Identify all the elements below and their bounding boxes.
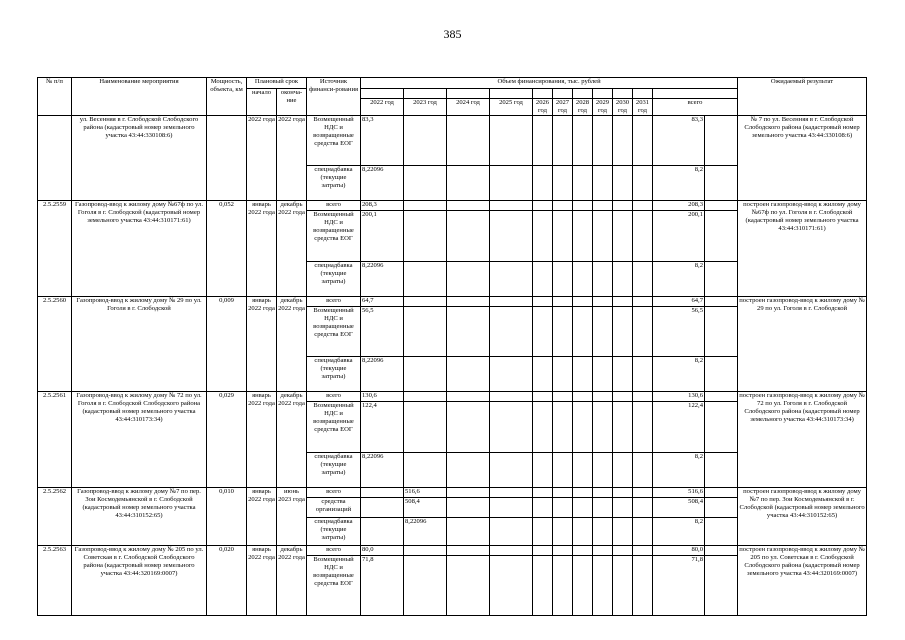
col-header-2028: 2028 год	[573, 99, 593, 116]
row-start: январь 2022 года	[247, 546, 277, 616]
source-label: спецнадбавка (текущие затраты)	[307, 518, 361, 546]
source-label: Возмещенный НДС и возвращенные средства ЕОГ	[307, 556, 361, 616]
row-end: декабрь 2022 года	[277, 201, 307, 297]
row-num: 2.5.2560	[38, 297, 72, 392]
value-2023	[404, 211, 447, 262]
row-end: июнь 2023 года	[277, 488, 307, 546]
col-header-result: Ожидаемый результат	[738, 78, 867, 116]
row-num: 2.5.2562	[38, 488, 72, 546]
value-total: 130,6	[653, 392, 705, 402]
page-number: 385	[443, 27, 462, 41]
value-2022: 200,1	[361, 211, 404, 262]
row-power	[207, 116, 247, 201]
row-power: 0,020	[207, 546, 247, 616]
row-name: Газопровод-ввод к жилому дому № 72 по ул. Гоголя в г. Слободской Слободского района (кадастровый номер земельного участка 43:44:310173:34)	[72, 392, 207, 488]
value-total: 200,1	[653, 211, 705, 262]
value-2023: 8,22096	[404, 518, 447, 546]
value-total: 122,4	[653, 402, 705, 453]
col-header-source: Источник финанси-рования	[307, 78, 361, 116]
source-label: всего	[307, 488, 361, 498]
table-row	[38, 116, 867, 166]
value-2023	[404, 556, 447, 616]
col-header-term: Плановый срок	[247, 78, 307, 89]
year-2023-top	[404, 89, 447, 99]
financing-table	[37, 77, 867, 616]
col-header-name: Наименование мероприятия	[72, 78, 207, 116]
year-total-top	[653, 89, 738, 99]
row-result: № 7 по ул. Весенняя в г. Слободской Слободского района (кадастровый номер земельного участка 43:44:330108:6)	[738, 116, 867, 201]
source-label: спецнадбавка (текущие затраты)	[307, 166, 361, 201]
value-2022	[361, 498, 404, 518]
source-label: всего	[307, 201, 361, 211]
row-power: 0,052	[207, 201, 247, 297]
source-label: средства организаций	[307, 498, 361, 518]
row-num: 2.5.2563	[38, 546, 72, 616]
row-end: декабрь 2022 года	[277, 297, 307, 392]
table-row	[38, 201, 867, 211]
source-label: всего	[307, 546, 361, 556]
value-2023: 516,6	[404, 488, 447, 498]
year-2028-top	[573, 89, 593, 99]
value-2023	[404, 402, 447, 453]
source-label: спецнадбавка (текущие затраты)	[307, 262, 361, 297]
value-2022: 56,5	[361, 307, 404, 357]
value-total: 71,8	[653, 556, 705, 616]
row-start: январь 2022 года	[247, 488, 277, 546]
value-total: 80,0	[653, 546, 705, 556]
value-total: 83,3	[653, 116, 705, 166]
value-2023	[404, 546, 447, 556]
col-header-total: всего	[653, 99, 738, 116]
table-row	[38, 546, 867, 556]
value-2022: 130,6	[361, 392, 404, 402]
value-2022: 208,3	[361, 201, 404, 211]
row-start: 2022 года	[247, 116, 277, 201]
value-2022: 64,7	[361, 297, 404, 307]
col-header-num: № п/п	[38, 78, 72, 116]
row-result: построен газопровод-ввод к жилому дому № 205 по ул. Советская в г. Слободской Слободского района (кадастровый номер земельного участка 43:44:320169:0007)	[738, 546, 867, 616]
value-2022	[361, 518, 404, 546]
col-header-2026: 2026 год	[533, 99, 553, 116]
value-2023	[404, 166, 447, 201]
source-label: Возмещенный НДС и возвращенные средства ЕОГ	[307, 116, 361, 166]
value-2022: 8,22096	[361, 262, 404, 297]
year-2026-top	[533, 89, 553, 99]
row-num	[38, 116, 72, 201]
row-result: построен газопровод-ввод к жилому дому №7 по пер. Зои Космодемьянской в г. Слободской (кадастровый номер земельного участка 43:44:310152:65)	[738, 488, 867, 546]
value-2022: 71,8	[361, 556, 404, 616]
col-header-end: оконча-ние	[277, 89, 307, 116]
row-power: 0,009	[207, 297, 247, 392]
value-total: 8,2	[653, 518, 705, 546]
row-name: ул. Весенняя в г. Слободской Слободского района (кадастровый номер земельного участка 43:44:330108:6)	[72, 116, 207, 201]
row-result: построен газопровод-ввод к жилому дому № 29 по ул. Гоголя в г. Слободской	[738, 297, 867, 392]
row-result: построен газопровод-ввод к жилому дому №67ф по ул. Гоголя в г. Слободской (кадастровый номер земельного участка 43:44:310171:61)	[738, 201, 867, 297]
value-total: 64,7	[653, 297, 705, 307]
value-2023	[404, 201, 447, 211]
col-header-2024: 2024 год	[447, 99, 490, 116]
year-2031-top	[633, 89, 653, 99]
col-header-2031: 2031 год	[633, 99, 653, 116]
value-2023	[404, 392, 447, 402]
value-2022: 83,3	[361, 116, 404, 166]
row-start: январь 2022 года	[247, 392, 277, 488]
row-name: Газопровод-ввод к жилому дому № 29 по ул. Гоголя в г. Слободской	[72, 297, 207, 392]
value-2022: 8,22096	[361, 166, 404, 201]
row-end: декабрь 2022 года	[277, 392, 307, 488]
value-total: 8,2	[653, 357, 705, 392]
value-2022: 122,4	[361, 402, 404, 453]
row-name: Газопровод-ввод к жилому дому №7 по пер. Зои Космодемьянской в г. Слободской (кадастровый номер земельного участка 43:44:310152:65)	[72, 488, 207, 546]
value-total: 8,2	[653, 262, 705, 297]
table-body	[38, 116, 867, 616]
row-name: Газопровод-ввод к жилому дому №67ф по ул. Гоголя в г. Слободской (кадастровый номер земельного участка 43:44:310171:61)	[72, 201, 207, 297]
table-row	[38, 297, 867, 307]
value-2023	[404, 297, 447, 307]
source-label: всего	[307, 392, 361, 402]
value-2022: 80,0	[361, 546, 404, 556]
source-label: всего	[307, 297, 361, 307]
source-label: Возмещенный НДС и возвращенные средства ЕОГ	[307, 307, 361, 357]
value-total: 56,5	[653, 307, 705, 357]
row-end: декабрь 2022 года	[277, 546, 307, 616]
source-label: спецнадбавка (текущие затраты)	[307, 453, 361, 488]
col-header-2023: 2023 год	[404, 99, 447, 116]
col-header-2029: 2029 год	[593, 99, 613, 116]
source-label: Возмещенный НДС и возвращенные средства ЕОГ	[307, 211, 361, 262]
value-2022	[361, 488, 404, 498]
value-2022: 8,22096	[361, 453, 404, 488]
col-header-2025: 2025 год	[490, 99, 533, 116]
value-2023	[404, 262, 447, 297]
year-2027-top	[553, 89, 573, 99]
row-power: 0,010	[207, 488, 247, 546]
row-num: 2.5.2561	[38, 392, 72, 488]
value-total: 208,3	[653, 201, 705, 211]
row-end: 2022 года	[277, 116, 307, 201]
row-start: январь 2022 года	[247, 201, 277, 297]
value-2023	[404, 357, 447, 392]
col-header-2027: 2027 год	[553, 99, 573, 116]
year-2024-top	[447, 89, 490, 99]
year-2022-top	[361, 89, 404, 99]
col-header-2022: 2022 год	[361, 99, 404, 116]
col-header-2030: 2030 год	[613, 99, 633, 116]
col-header-volume: Объем финансирования, тыс. рублей	[361, 78, 738, 89]
value-2023: 508,4	[404, 498, 447, 518]
value-total: 516,6	[653, 488, 705, 498]
table-row	[38, 488, 867, 498]
source-label: спецнадбавка (текущие затраты)	[307, 357, 361, 392]
value-total: 8,2	[653, 166, 705, 201]
year-2030-top	[613, 89, 633, 99]
row-num: 2.5.2559	[38, 201, 72, 297]
table-row	[38, 392, 867, 402]
row-power: 0,029	[207, 392, 247, 488]
value-total: 8,2	[653, 453, 705, 488]
value-2023	[404, 116, 447, 166]
year-2025-top	[490, 89, 533, 99]
row-name: Газопровод-ввод к жилому дому № 205 по ул. Советская в г. Слободской Слободского района (кадастровый номер земельного участка 43:44:320169:0007)	[72, 546, 207, 616]
row-start: январь 2022 года	[247, 297, 277, 392]
col-header-power: Мощность, объекта, км	[207, 78, 247, 116]
source-label: Возмещенный НДС и возвращенные средства ЕОГ	[307, 402, 361, 453]
value-2023	[404, 453, 447, 488]
col-header-start: начало	[247, 89, 277, 116]
row-result: построен газопровод-ввод к жилому дому № 72 по ул. Гоголя в г. Слободской Слободского района (кадастровый номер земельного участка 43:44:310173:34)	[738, 392, 867, 488]
value-total: 508,4	[653, 498, 705, 518]
value-2022: 8,22096	[361, 357, 404, 392]
value-2023	[404, 307, 447, 357]
year-2029-top	[593, 89, 613, 99]
